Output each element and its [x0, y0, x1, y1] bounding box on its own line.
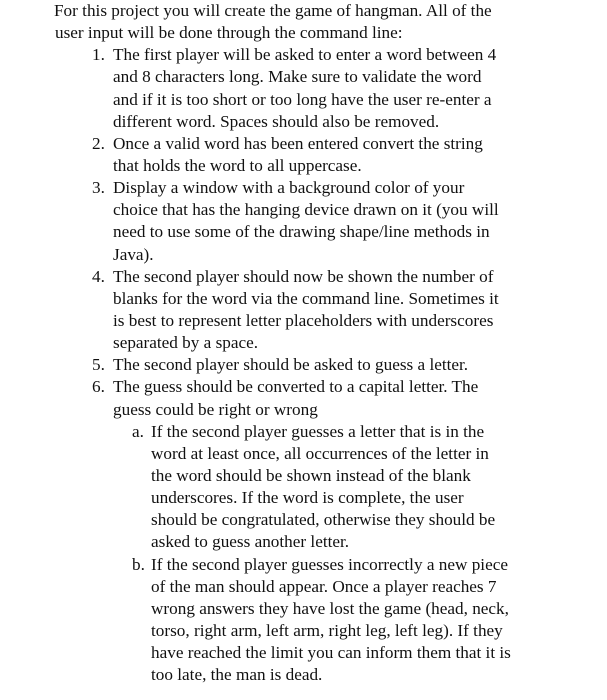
step-3 [0, 177, 607, 266]
intro-paragraph [0, 0, 607, 44]
step-line: The first player will be asked to enter a word between 4 [113, 45, 497, 65]
substep-line: the word should be shown instead of the blank [151, 465, 471, 485]
step-1 [0, 44, 607, 133]
substep-line: should be congratulated, otherwise they should be [151, 510, 496, 530]
substep-line: word at least once, all occurrences of the letter in [151, 443, 489, 463]
step-line: separated by a space. [113, 333, 259, 353]
step-line: and if it is too short or too long have the user re-enter a [113, 89, 492, 109]
step-number: 2. [92, 133, 105, 153]
step-number: 1. [92, 45, 105, 65]
substep-label: a. [132, 421, 144, 441]
substep-line: of the man should appear. Once a player reaches 7 [151, 576, 497, 596]
step-line: Display a window with a background color of your [113, 178, 465, 198]
step-line: The second player should be asked to guess a letter. [113, 355, 469, 375]
substep-label: b. [132, 554, 145, 574]
substep-a [0, 421, 607, 554]
step-5 [0, 354, 607, 376]
intro-line: For this project you will create the game of hangman. All of the [54, 1, 492, 20]
step-line: guess could be right or wrong [113, 399, 318, 419]
substep-line: wrong answers they have lost the game (head, neck, [151, 598, 509, 618]
step-number: 5. [92, 355, 105, 375]
step-number: 3. [92, 178, 105, 198]
step-2 [0, 133, 607, 177]
step-line: Once a valid word has been entered convert the string [113, 133, 483, 153]
step-line: Java). [113, 244, 154, 264]
step-line: blanks for the word via the command line. Sometimes it [113, 288, 499, 308]
step-line: The second player should now be shown the number of [113, 266, 494, 286]
substep-line: If the second player guesses a letter that is in the [151, 421, 485, 441]
step-6 [0, 376, 607, 420]
substep-line: underscores. If the word is complete, the user [151, 488, 464, 508]
step-line: choice that has the hanging device drawn on it (you will [113, 200, 499, 220]
step-line: different word. Spaces should also be removed. [113, 111, 440, 131]
step-line: that holds the word to all uppercase. [113, 155, 362, 175]
substep-line: asked to guess another letter. [151, 532, 350, 552]
substep-line: If the second player guesses incorrectly a new piece [151, 554, 508, 574]
step-number: 4. [92, 266, 105, 286]
step-4 [0, 266, 607, 355]
step-line: and 8 characters long. Make sure to validate the word [113, 67, 482, 87]
substep-line: torso, right arm, left arm, right leg, left leg). If they [151, 620, 503, 640]
step-line: need to use some of the drawing shape/line methods in [113, 222, 490, 242]
substep-line: too late, the man is dead. [151, 665, 323, 685]
intro-line: user input will be done through the command line: [55, 23, 403, 43]
substep-b [0, 554, 607, 687]
step-number: 6. [92, 377, 105, 397]
substep-line: have reached the limit you can inform them that it is [151, 643, 511, 663]
step-line: is best to represent letter placeholders with underscores [113, 310, 494, 330]
step-line: The guess should be converted to a capital letter. The [113, 377, 479, 397]
